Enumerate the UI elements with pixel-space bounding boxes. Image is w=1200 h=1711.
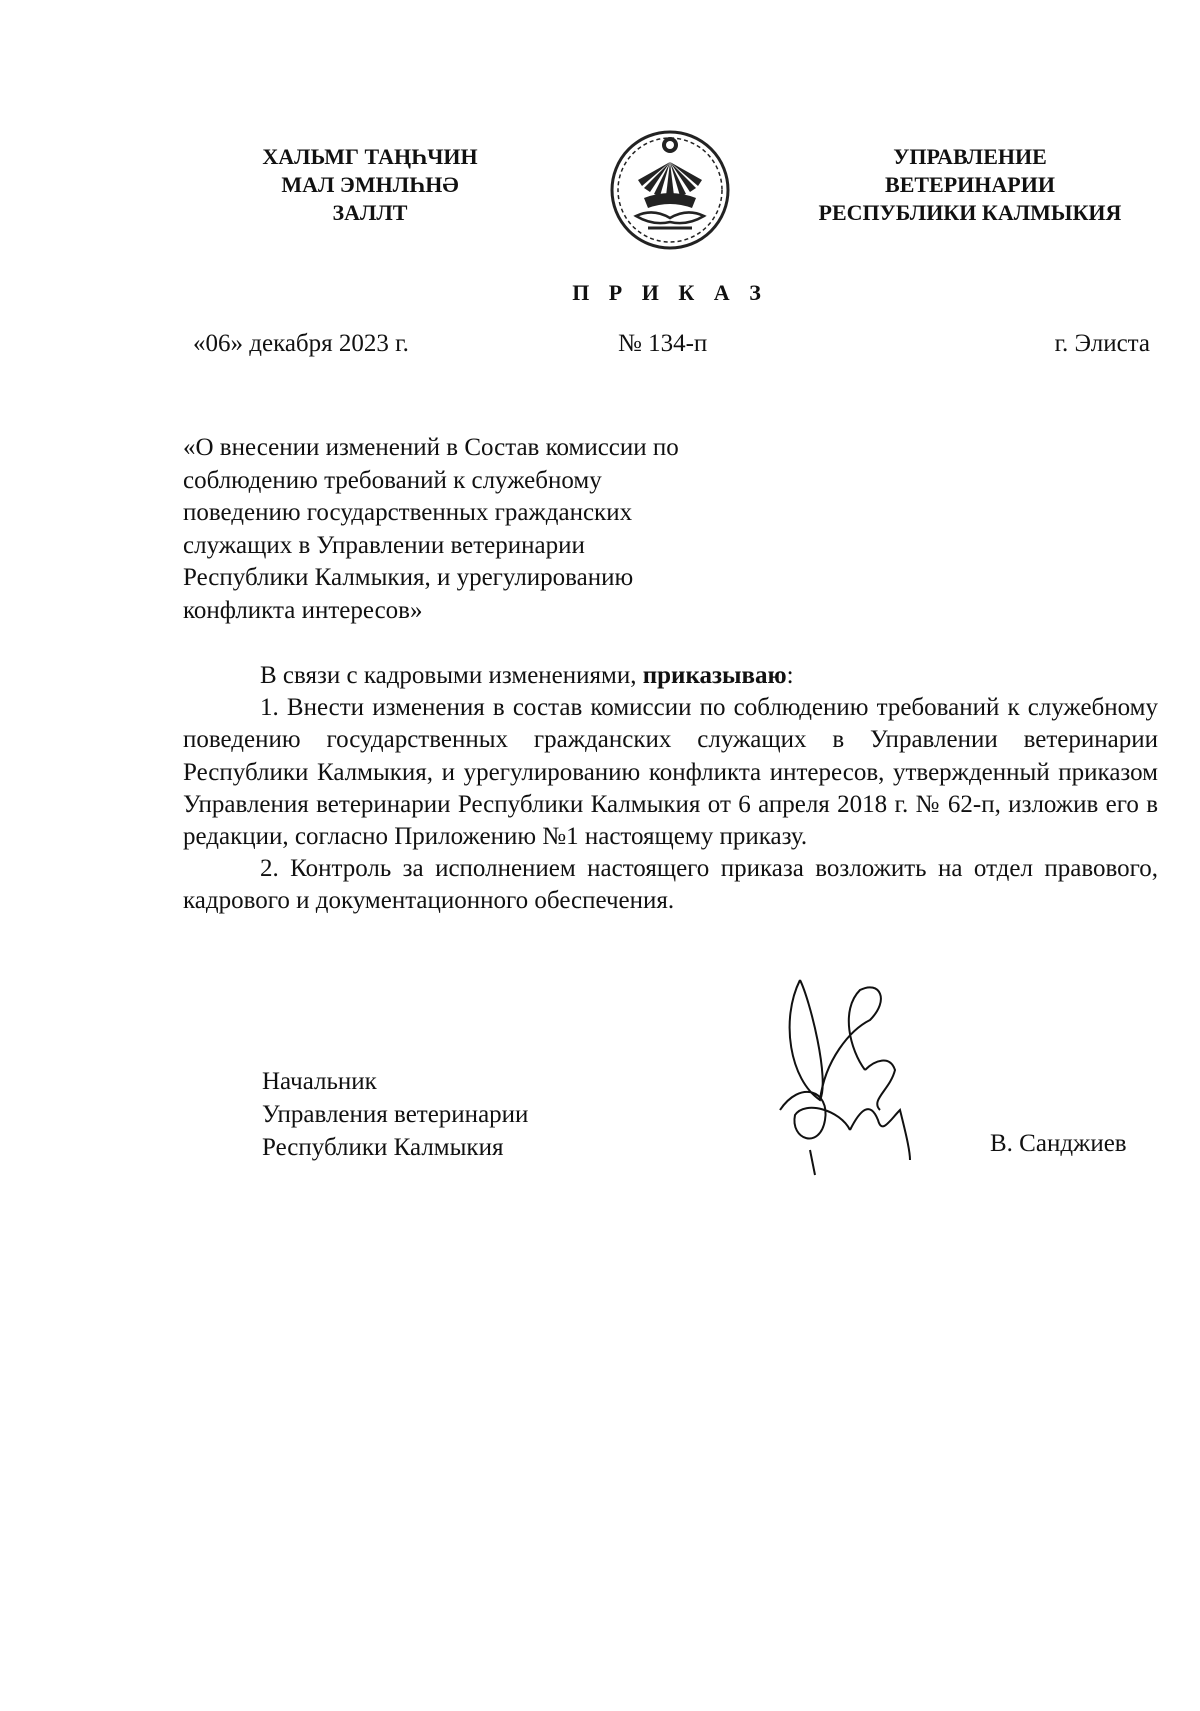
subject-line: «О внесении изменений в Состав комиссии по [183,434,679,461]
header-left-line: МАЛ ЭМНЛҺНӘ [281,172,459,197]
subject-line: поведению государственных гражданских [183,499,633,526]
header-right-line: ВЕТЕРИНАРИИ [885,172,1055,197]
signer-name: В. Санджиев [990,1130,1127,1157]
header-right-line: УПРАВЛЕНИЕ [893,144,1047,169]
order-intro [183,660,1158,692]
signer-position-line: Управления ветеринарии [262,1101,529,1128]
signer-position [262,1065,528,1164]
subject-line: конфликта интересов» [183,596,423,624]
header-left-line: ЗАЛЛТ [332,200,408,225]
order-title: П Р И К А З [572,280,768,305]
order-item-1: 1. Внести изменения в состав комиссии по соблюдению требований к служебному поведению государственных гражданских служащих в Управлении ветеринарии Республики Калмыкия, и урегулированию конфликта интересов, утвержденный приказом Управления ветеринарии Республики Калмыкия от 6 апреля 2018 г. № 62-п, изложив его в редакции, согласно Приложению №1 настоящему приказу. [183,694,1158,851]
intro-suffix: : [786,662,794,689]
order-number: № 134-п [618,330,708,357]
order-subject [183,432,803,627]
signer-position-line: Республики Калмыкия [262,1134,504,1161]
subject-line: соблюдению требований к служебному [183,466,602,494]
header-right-org-name [770,143,1170,227]
header-left-org-name [200,143,540,227]
order-date: «06» декабря 2023 г. [193,330,409,357]
signer-position-line: Начальник [262,1068,377,1095]
order-city: г. Элиста [1054,330,1150,357]
order-item-2: 2. Контроль за исполнением настоящего приказа возложить на отдел правового, кадрового и документационного обеспечения. [183,855,1158,915]
subject-line: служащих в Управлении ветеринарии [183,531,585,559]
subject-line: Республики Калмыкия, и урегулированию [183,564,634,591]
kalmykia-coat-of-arms-icon [608,128,732,252]
intro-emphasis: приказываю [642,662,787,689]
header-right-line: РЕСПУБЛИКИ КАЛМЫКИЯ [818,200,1122,225]
intro-prefix: В связи с кадровыми изменениями, [260,662,643,689]
header-left-line: ХАЛЬМГ ТАҢҺЧИН [262,144,478,169]
order-body [183,660,1158,918]
handwritten-signature-icon [770,960,950,1180]
